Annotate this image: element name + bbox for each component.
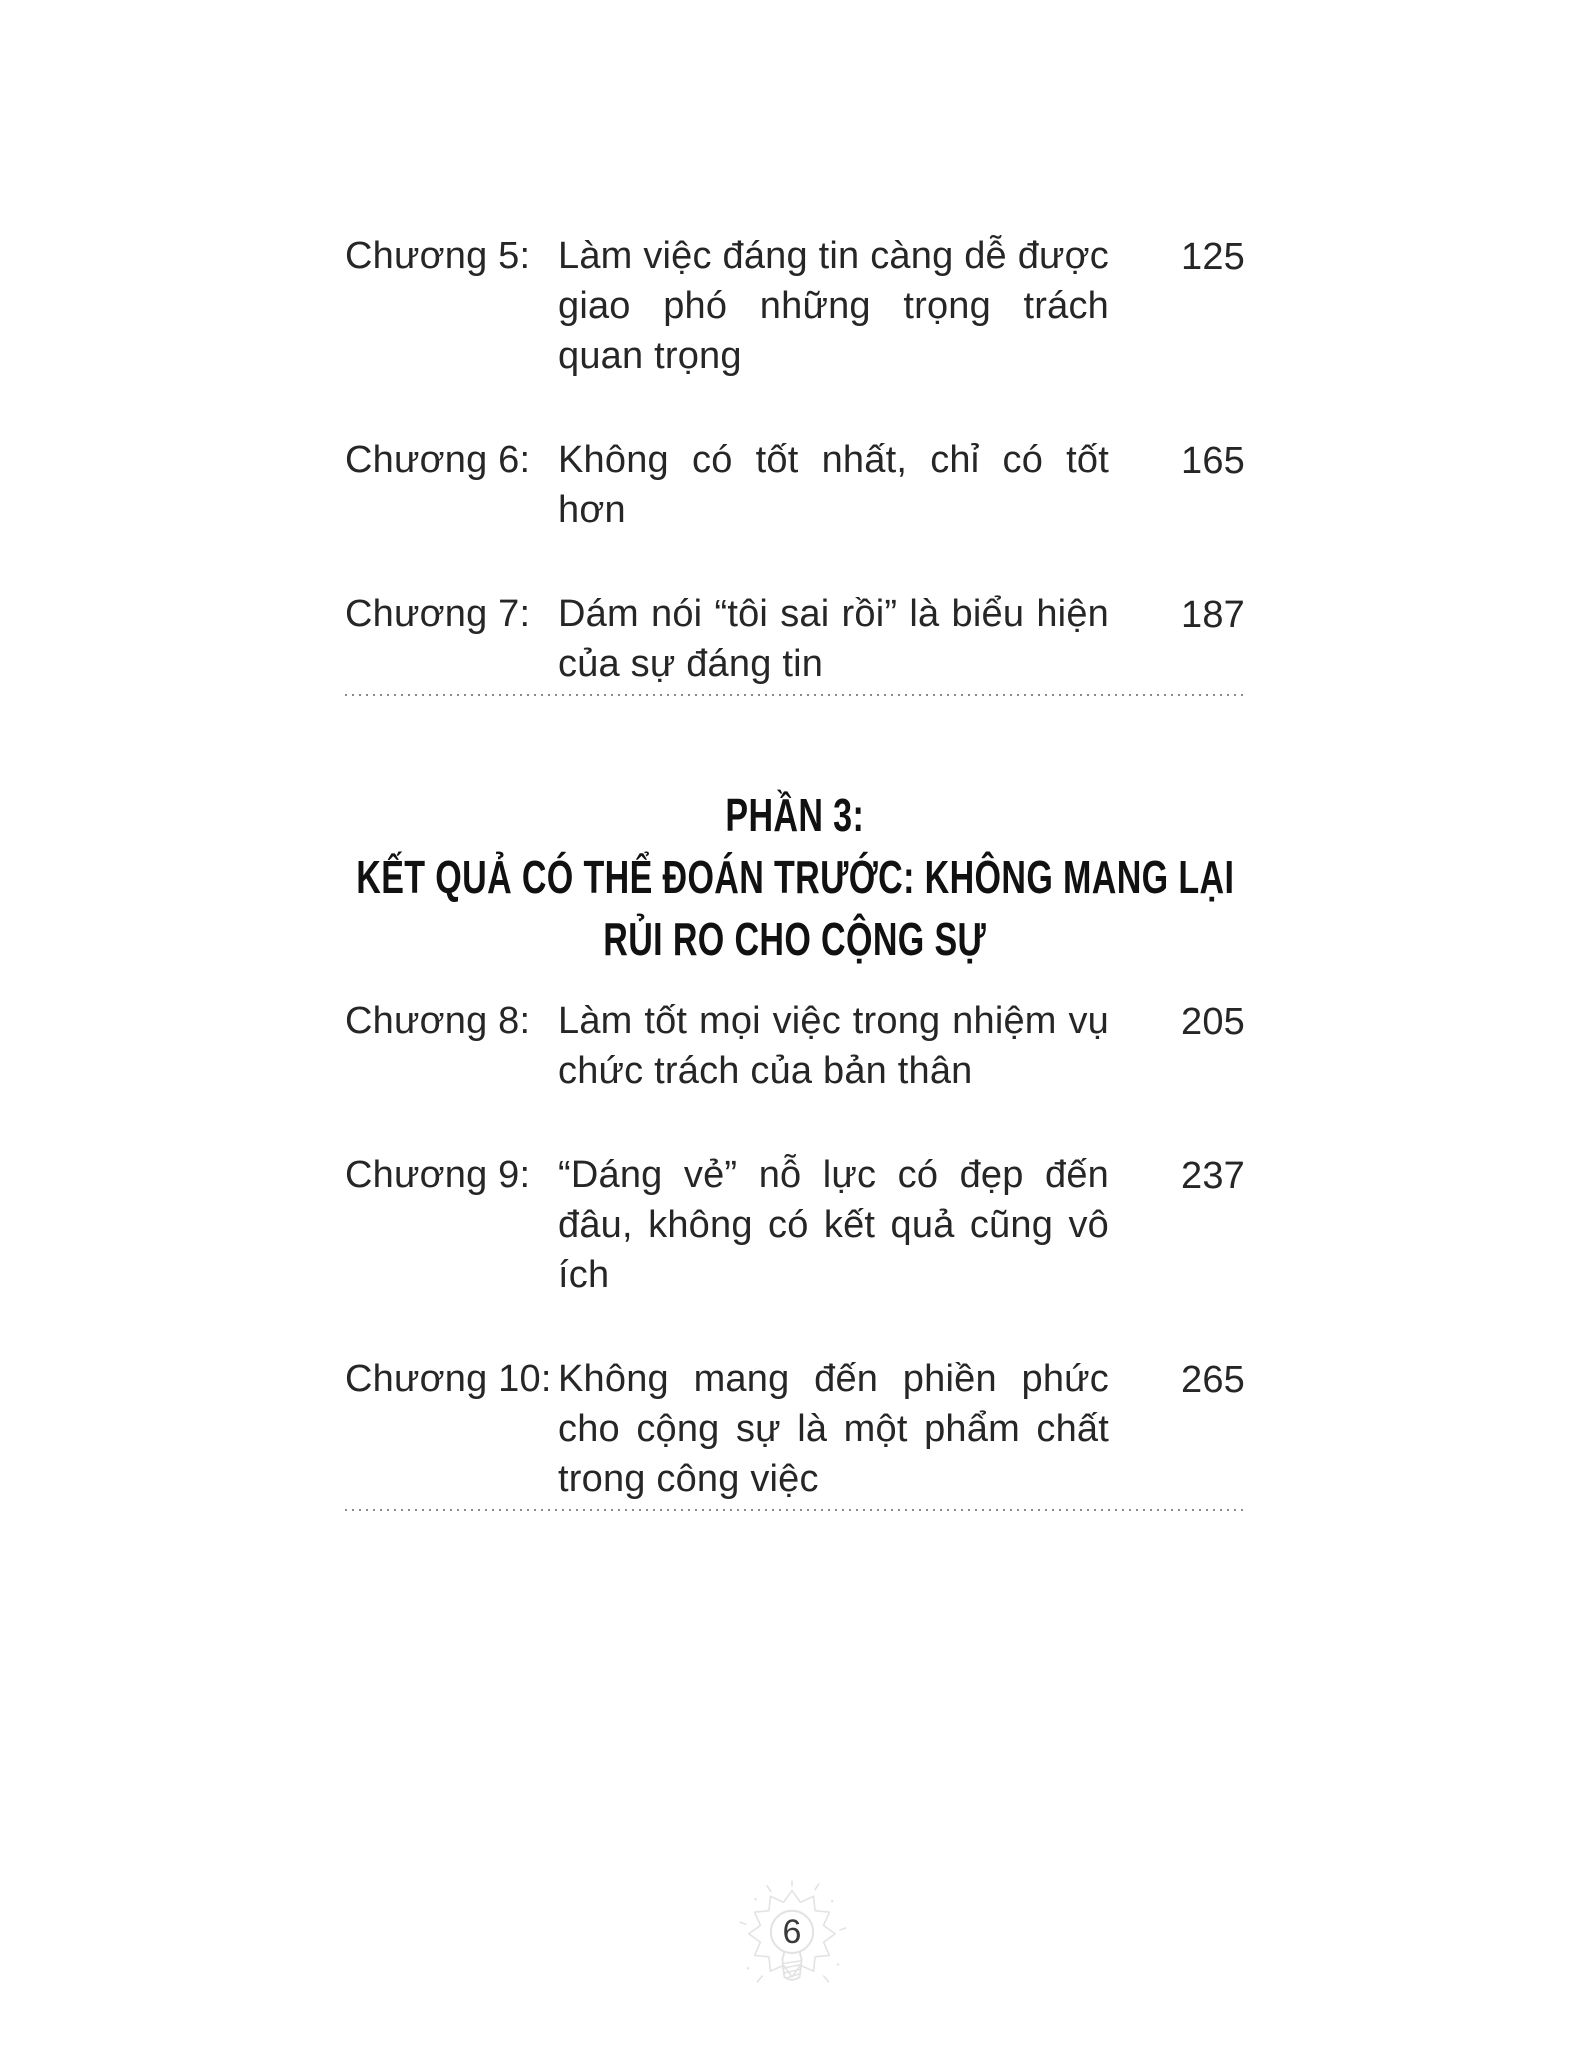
part-3-title-line-2: RỦI RO CHO CỘNG SỰ bbox=[603, 913, 987, 965]
toc-entry-chuong-8 bbox=[345, 996, 1245, 1096]
toc-entry-chuong-7 bbox=[345, 589, 1245, 689]
chapter-title: Không mang đến phiền phức cho cộng sự là một phẩm chất trong công việc bbox=[558, 1358, 1109, 1500]
toc-entry-chuong-10 bbox=[345, 1354, 1245, 1504]
chapter-page-number: 265 bbox=[1180, 1359, 1245, 1401]
toc-entry-chuong-5 bbox=[345, 231, 1245, 381]
chapter-title: “Dáng vẻ” nỗ lực có đẹp đến đâu, không có kết quả cũng vô ích bbox=[558, 1154, 1109, 1296]
part-3-kicker: PHẦN 3: bbox=[725, 789, 865, 841]
chapter-page-number: 125 bbox=[1180, 236, 1245, 278]
chapter-page-number: 205 bbox=[1180, 1001, 1245, 1043]
part-3-title-line-1: KẾT QUẢ CÓ THỂ ĐOÁN TRƯỚC: KHÔNG MANG LẠI bbox=[355, 851, 1235, 903]
chapter-label: Chương 10: bbox=[345, 1358, 552, 1400]
toc-content bbox=[345, 0, 1245, 1511]
chapter-page-number: 165 bbox=[1180, 440, 1245, 482]
dotted-divider bbox=[345, 693, 1245, 696]
chapter-title: Dám nói “tôi sai rồi” là biểu hiện của sự đáng tin bbox=[558, 593, 1109, 685]
chapter-page-number: 237 bbox=[1180, 1155, 1245, 1197]
page-number: 6 bbox=[782, 1913, 802, 1951]
part-3-heading bbox=[345, 784, 1245, 970]
chapter-label: Chương 5: bbox=[345, 235, 531, 277]
chapter-label: Chương 8: bbox=[345, 1000, 531, 1042]
chapter-label: Chương 9: bbox=[345, 1154, 531, 1196]
chapter-label: Chương 7: bbox=[345, 593, 531, 635]
chapter-title: Làm việc đáng tin càng dễ được giao phó những trọng trách quan trọng bbox=[558, 235, 1109, 377]
chapter-page-number: 187 bbox=[1180, 594, 1245, 636]
chapter-label: Chương 6: bbox=[345, 439, 531, 481]
chapter-title: Làm tốt mọi việc trong nhiệm vụ chức trách của bản thân bbox=[558, 1000, 1109, 1092]
toc-entry-chuong-9 bbox=[345, 1150, 1245, 1300]
toc-entry-chuong-6 bbox=[345, 435, 1245, 535]
chapter-title: Không có tốt nhất, chỉ có tốt hơn bbox=[558, 439, 1109, 531]
dotted-divider bbox=[345, 1508, 1245, 1511]
